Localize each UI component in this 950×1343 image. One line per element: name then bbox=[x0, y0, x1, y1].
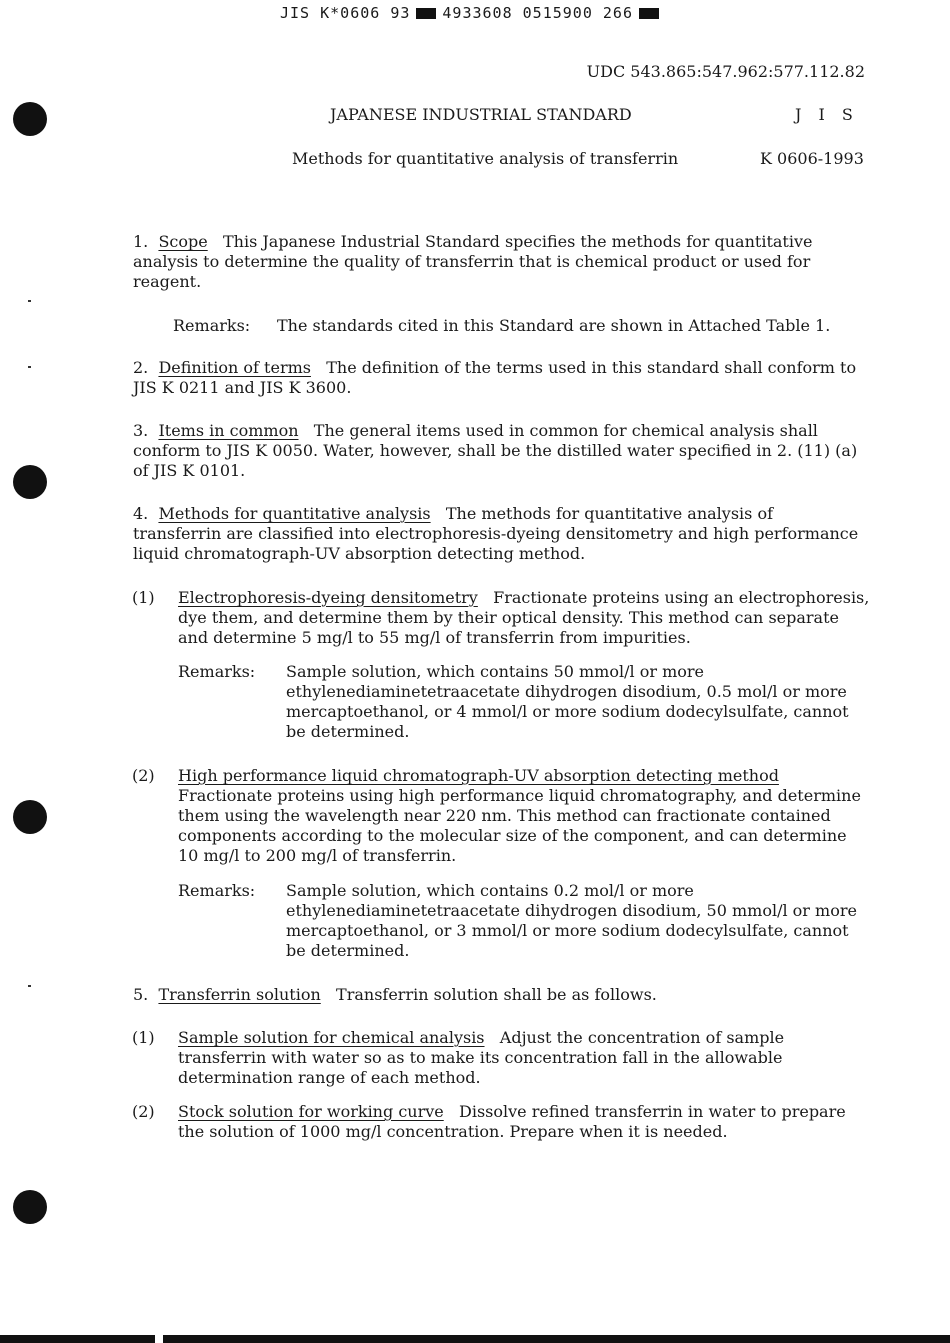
binding-hole bbox=[13, 1190, 47, 1224]
black-bar bbox=[639, 8, 659, 19]
section-heading: Definition of terms bbox=[158, 358, 311, 377]
remarks-label: Remarks: bbox=[178, 662, 256, 681]
black-bar bbox=[416, 8, 436, 19]
standard-org: JAPANESE INDUSTRIAL STANDARD bbox=[330, 105, 632, 124]
remarks-text: Sample solution, which contains 0.2 mol/l or more ethylenediaminetetraacetate dihydrogen disodium, 50 mmol/l or more mercaptoethanol, or 3 mmol/l or more sodium dodecylsulfate, cannot be determined. bbox=[286, 881, 857, 960]
section-heading: Methods for quantitative analysis bbox=[158, 504, 431, 523]
section-text: This Japanese Industrial Standard specifies the methods for quantitative analysis to determine the quality of transferrin that is chemical product or used for reagent. bbox=[133, 232, 813, 291]
item-heading: High performance liquid chromatograph-UV absorption detecting method bbox=[178, 766, 779, 785]
binding-hole bbox=[13, 800, 47, 834]
item-heading: Stock solution for working curve bbox=[178, 1102, 444, 1121]
item-text: Dissolve refined transferrin in water to prepare the solution of 1000 mg/l concentration. Prepare when it is needed. bbox=[178, 1102, 846, 1141]
item-label: (1) bbox=[132, 588, 155, 607]
section-4 bbox=[133, 504, 863, 564]
section-text: The general items used in common for chemical analysis shall conform to JIS K 0050. Water, however, shall be the distilled water specified in 2. (11) (a) of JIS K 0101. bbox=[133, 421, 858, 480]
remarks-label: Remarks: bbox=[178, 881, 256, 900]
scan-code bbox=[280, 3, 665, 23]
item-heading: Electrophoresis-dyeing densitometry bbox=[178, 588, 478, 607]
item-text: Fractionate proteins using an electrophoresis, dye them, and determine them by their optical density. This method can separate and determine 5 mg/l to 55 mg/l of transferrin from impurities. bbox=[178, 588, 870, 647]
section-4-item-1 bbox=[132, 588, 872, 648]
document-title: Methods for quantitative analysis of transferrin bbox=[292, 149, 679, 168]
section-5 bbox=[133, 985, 863, 1005]
section-text: Transferrin solution shall be as follows. bbox=[336, 985, 657, 1004]
scan-code-b: 4933608 0515900 266 bbox=[442, 4, 633, 22]
remarks-label: Remarks: bbox=[173, 316, 251, 335]
binding-hole bbox=[13, 102, 47, 136]
document-number: K 0606-1993 bbox=[760, 149, 864, 168]
jis-mark: J I S bbox=[795, 105, 859, 124]
section-5-item-1 bbox=[132, 1028, 872, 1088]
section-text: The definition of the terms used in this standard shall conform to JIS K 0211 and JIS K 3600. bbox=[133, 358, 857, 397]
section-number: 1. bbox=[133, 232, 149, 251]
remarks-text: Sample solution, which contains 50 mmol/l or more ethylenediaminetetraacetate dihydrogen disodium, 0.5 mol/l or more mercaptoethanol, or 4 mmol/l or more sodium dodecylsulfate, cannot be determined. bbox=[286, 662, 849, 741]
section-heading: Items in common bbox=[158, 421, 299, 440]
section-5-item-2 bbox=[132, 1102, 872, 1142]
scan-code-a: JIS K*0606 93 bbox=[280, 4, 411, 22]
section-number: 3. bbox=[133, 421, 149, 440]
item-label: (2) bbox=[132, 1102, 155, 1121]
item-label: (2) bbox=[132, 766, 155, 785]
section-number: 2. bbox=[133, 358, 149, 377]
remarks-text: The standards cited in this Standard are shown in Attached Table 1. bbox=[277, 316, 831, 335]
item-heading: Sample solution for chemical analysis bbox=[178, 1028, 485, 1047]
scan-speck bbox=[28, 985, 31, 987]
scan-speck bbox=[28, 366, 31, 368]
udc-number: UDC 543.865:547.962:577.112.82 bbox=[586, 62, 865, 81]
item-text: Adjust the concentration of sample transferrin with water so as to make its concentration fall in the allowable determination range of each method. bbox=[178, 1028, 785, 1087]
section-4-item-1-remarks bbox=[178, 662, 858, 742]
section-4-item-2 bbox=[132, 766, 872, 866]
section-1-remarks bbox=[173, 316, 873, 336]
section-3 bbox=[133, 421, 863, 481]
scan-edge-bar bbox=[0, 1335, 950, 1343]
scan-speck bbox=[28, 300, 31, 302]
section-heading: Transferrin solution bbox=[158, 985, 321, 1004]
section-2 bbox=[133, 358, 863, 398]
section-number: 4. bbox=[133, 504, 149, 523]
scan-edge-gap bbox=[155, 1335, 163, 1343]
item-text: Fractionate proteins using high performance liquid chromatography, and determine them using the wavelength near 220 nm. This method can fractionate contained components according to the molecular size of the component, and can determine 10 mg/l to 200 mg/l of transferrin. bbox=[178, 786, 861, 865]
section-text: The methods for quantitative analysis of transferrin are classified into electrophoresis-dyeing densitometry and high performance liquid chromatograph-UV absorption detecting method. bbox=[133, 504, 859, 563]
section-number: 5. bbox=[133, 985, 149, 1004]
section-1 bbox=[133, 232, 863, 292]
section-heading: Scope bbox=[158, 232, 208, 251]
item-label: (1) bbox=[132, 1028, 155, 1047]
section-4-item-2-remarks bbox=[178, 881, 858, 961]
binding-hole bbox=[13, 465, 47, 499]
